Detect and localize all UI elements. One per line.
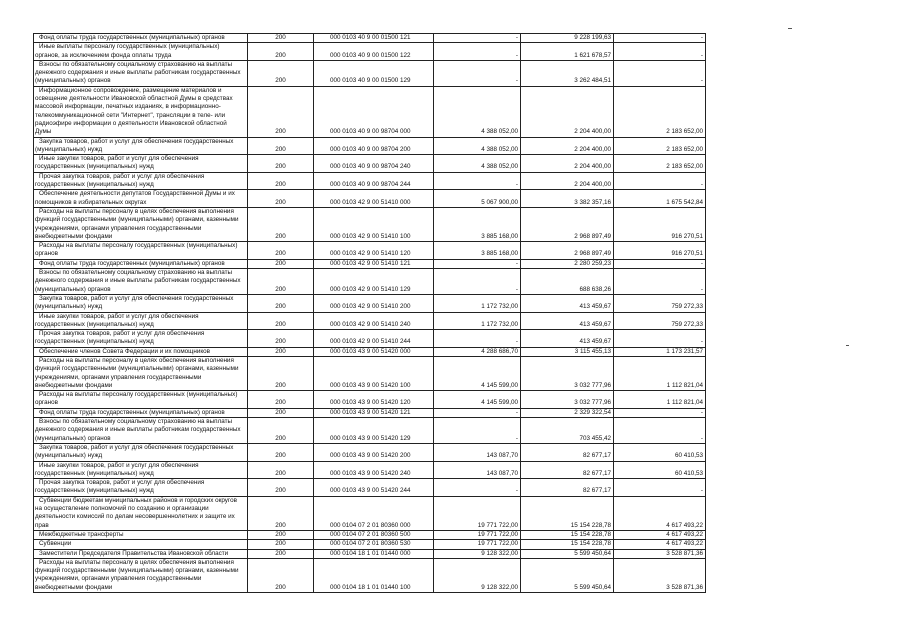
description-line: Взносы по обязательному социальному страхованию на выплаты [39, 418, 233, 426]
description-line: Межбюджетные трансферты [39, 530, 124, 538]
row-executed-amount: 82 677,17 [521, 461, 614, 479]
description-line: (муниципальных) нужд [35, 145, 103, 153]
scan-speck [846, 345, 849, 346]
row-description [34, 540, 248, 549]
row-executed-amount: 1 621 678,57 [521, 43, 614, 61]
row-description [34, 479, 248, 497]
row-budget-code: 000 0103 43 9 00 51420 000 [314, 347, 434, 356]
description-line: Иные закупки товаров, работ и услуг для обеспечения [39, 312, 199, 320]
row-remaining-amount: 1 112 821,04 [614, 391, 706, 409]
description-line: внебюджетными фондами [35, 232, 113, 240]
description-line: телекоммуникационной сети "Интернет", трансляции в теле- или [35, 111, 226, 119]
description-line: (муниципальных) органов [35, 77, 111, 85]
table-row [34, 86, 706, 137]
description-line: Расходы на выплаты персоналу государственных (муниципальных) [39, 391, 238, 399]
row-executed-amount: 3 032 777,96 [521, 356, 614, 390]
row-executed-amount: 9 228 199,63 [521, 34, 614, 43]
row-remaining-amount: 4 617 493,22 [614, 540, 706, 549]
row-planned-amount: 19 771 722,00 [434, 530, 521, 539]
row-planned-amount: - [434, 60, 521, 86]
row-budget-code: 000 0103 43 9 00 51420 200 [314, 443, 434, 461]
row-planned-amount: - [434, 259, 521, 268]
row-description [34, 312, 248, 330]
description-line: Думы [35, 128, 52, 136]
row-executed-amount: 2 204 400,00 [521, 155, 614, 173]
description-line: Иные выплаты персоналу государственных (муниципальных) [39, 43, 220, 51]
row-line-code: 200 [248, 190, 314, 208]
row-planned-amount: 3 885 168,00 [434, 207, 521, 241]
description-line: государственных (муниципальных) нужд [35, 469, 154, 477]
row-description [34, 391, 248, 409]
row-remaining-amount: 2 183 652,00 [614, 155, 706, 173]
table-row [34, 418, 706, 444]
description-line: Обеспечение членов Совета Федерации и их помощников [39, 347, 211, 355]
description-line: (муниципальных) органов [35, 434, 111, 442]
row-remaining-amount: 916 270,51 [614, 207, 706, 241]
row-planned-amount: 4 145 599,00 [434, 356, 521, 390]
table-row [34, 479, 706, 497]
row-remaining-amount: - [614, 34, 706, 43]
row-remaining-amount: 4 617 493,22 [614, 530, 706, 539]
row-remaining-amount: - [614, 418, 706, 444]
table-row [34, 242, 706, 260]
description-line: Фонд оплаты труда государственных (муниципальных) органов [39, 259, 225, 267]
row-budget-code: 000 0104 07 2 01 80360 000 [314, 496, 434, 530]
row-budget-code: 000 0103 42 9 00 51410 120 [314, 242, 434, 260]
row-line-code: 200 [248, 34, 314, 43]
row-planned-amount: - [434, 330, 521, 348]
row-remaining-amount: - [614, 330, 706, 348]
row-executed-amount: 413 459,67 [521, 330, 614, 348]
row-line-code: 200 [248, 137, 314, 155]
row-remaining-amount: 759 272,33 [614, 294, 706, 312]
row-description [34, 549, 248, 558]
row-line-code: 200 [248, 418, 314, 444]
row-budget-code: 000 0103 40 9 00 98704 000 [314, 86, 434, 137]
row-description [34, 207, 248, 241]
table-body [34, 34, 706, 593]
row-planned-amount: 4 388 052,00 [434, 86, 521, 137]
row-executed-amount: 703 455,42 [521, 418, 614, 444]
table-row [34, 312, 706, 330]
row-line-code: 200 [248, 496, 314, 530]
description-line: Заместители Председателя Правительства Ивановской области [39, 549, 229, 557]
row-description [34, 34, 248, 43]
row-description [34, 155, 248, 173]
description-line: освещение деятельности Ивановской областной Думы в средствах [35, 95, 233, 103]
row-remaining-amount: 3 528 871,36 [614, 558, 706, 592]
row-budget-code: 000 0103 40 9 00 01500 121 [314, 34, 434, 43]
description-line: Прочая закупка товаров, работ и услуг для обеспечения [39, 330, 205, 338]
scan-speck [788, 28, 792, 29]
row-remaining-amount: - [614, 479, 706, 497]
row-budget-code: 000 0103 43 9 00 51420 100 [314, 356, 434, 390]
description-line: государственных (муниципальных) нужд [35, 181, 154, 189]
row-executed-amount: 3 382 357,16 [521, 190, 614, 208]
description-line: Информационное сопровождение, размещение материалов и [39, 86, 222, 94]
row-budget-code: 000 0103 42 9 00 51410 000 [314, 190, 434, 208]
row-remaining-amount: - [614, 43, 706, 61]
description-line: государственных (муниципальных) нужд [35, 487, 154, 495]
row-budget-code: 000 0103 42 9 00 51410 129 [314, 269, 434, 295]
row-remaining-amount: 3 528 871,36 [614, 549, 706, 558]
row-planned-amount: 5 067 900,00 [434, 190, 521, 208]
description-line: Взносы по обязательному социальному страхованию на выплаты [39, 60, 233, 68]
table-row [34, 496, 706, 530]
row-description [34, 443, 248, 461]
description-line: Фонд оплаты труда государственных (муниципальных) органов [39, 34, 225, 41]
row-executed-amount: 413 459,67 [521, 294, 614, 312]
table-row [34, 190, 706, 208]
table-row [34, 207, 706, 241]
row-line-code: 200 [248, 347, 314, 356]
row-line-code: 200 [248, 155, 314, 173]
row-line-code: 200 [248, 558, 314, 592]
row-executed-amount: 413 459,67 [521, 312, 614, 330]
row-line-code: 200 [248, 530, 314, 539]
row-executed-amount: 15 154 228,78 [521, 540, 614, 549]
row-line-code: 200 [248, 549, 314, 558]
description-line: органов [35, 250, 58, 258]
row-budget-code: 000 0103 40 9 00 98704 200 [314, 137, 434, 155]
description-line: Взносы по обязательному социальному страхованию на выплаты [39, 269, 233, 277]
row-line-code: 200 [248, 312, 314, 330]
row-budget-code: 000 0103 43 9 00 51420 120 [314, 391, 434, 409]
row-line-code: 200 [248, 43, 314, 61]
row-executed-amount: 3 262 484,51 [521, 60, 614, 86]
description-line: помощников в избирательных округах [35, 198, 147, 206]
table-row [34, 155, 706, 173]
description-line: функций государственными (муниципальными) органами, казенными [35, 365, 239, 373]
row-description [34, 496, 248, 530]
description-line: внебюджетными фондами [35, 583, 113, 591]
row-remaining-amount: 1 173 231,57 [614, 347, 706, 356]
table-row [34, 137, 706, 155]
table-row [34, 408, 706, 417]
row-budget-code: 000 0103 42 9 00 51410 100 [314, 207, 434, 241]
budget-report-sheet [33, 33, 705, 593]
description-line: денежного содержания и иные выплаты работникам государственных [35, 69, 241, 77]
table-row [34, 356, 706, 390]
description-line: Прочая закупка товаров, работ и услуг для обеспечения [39, 172, 205, 180]
row-budget-code: 000 0103 42 9 00 51410 121 [314, 259, 434, 268]
row-planned-amount: 4 145 599,00 [434, 391, 521, 409]
description-line: (муниципальных) нужд [35, 303, 103, 311]
row-executed-amount: 688 638,26 [521, 269, 614, 295]
row-description [34, 558, 248, 592]
table-row [34, 530, 706, 539]
description-line: Расходы на выплаты персоналу в целях обеспечения выполнения [39, 356, 234, 364]
row-budget-code: 000 0104 07 2 01 80360 500 [314, 530, 434, 539]
table-row [34, 330, 706, 348]
row-remaining-amount: - [614, 408, 706, 417]
budget-execution-table [33, 33, 706, 593]
description-line: Расходы на выплаты персоналу государственных (муниципальных) [39, 242, 238, 250]
description-line: государственных (муниципальных) нужд [35, 320, 154, 328]
row-planned-amount: 19 771 722,00 [434, 496, 521, 530]
row-budget-code: 000 0103 40 9 00 01500 122 [314, 43, 434, 61]
row-line-code: 200 [248, 86, 314, 137]
row-executed-amount: 2 968 897,49 [521, 242, 614, 260]
row-budget-code: 000 0103 43 9 00 51420 240 [314, 461, 434, 479]
row-executed-amount: 2 204 400,00 [521, 137, 614, 155]
row-planned-amount: 1 172 732,00 [434, 312, 521, 330]
description-line: денежного содержания и иные выплаты работникам государственных [35, 277, 241, 285]
description-line: учреждениями, органами управления государственными [35, 224, 202, 232]
row-planned-amount: 4 288 686,70 [434, 347, 521, 356]
row-description [34, 137, 248, 155]
description-line: прав [35, 521, 49, 529]
row-remaining-amount: 916 270,51 [614, 242, 706, 260]
row-description [34, 43, 248, 61]
row-budget-code: 000 0103 43 9 00 51420 129 [314, 418, 434, 444]
row-executed-amount: 5 599 450,64 [521, 558, 614, 592]
row-planned-amount: - [434, 43, 521, 61]
row-planned-amount: 9 128 322,00 [434, 549, 521, 558]
row-budget-code: 000 0103 40 9 00 98704 240 [314, 155, 434, 173]
description-line: (муниципальных) нужд [35, 452, 103, 460]
description-line: функций государственными (муниципальными) органами, казенными [35, 567, 239, 575]
description-line: массовой информации, печатных изданиях, в информационно- [35, 103, 221, 111]
row-remaining-amount: - [614, 259, 706, 268]
description-line: Расходы на выплаты персоналу в целях обеспечения выполнения [39, 207, 234, 215]
row-executed-amount: 2 329 322,54 [521, 408, 614, 417]
row-executed-amount: 3 115 455,13 [521, 347, 614, 356]
row-line-code: 200 [248, 242, 314, 260]
row-description [34, 330, 248, 348]
row-planned-amount: - [434, 269, 521, 295]
description-line: деятельности комиссий по делам несовершеннолетних и защите их [35, 513, 235, 521]
row-executed-amount: 2 204 400,00 [521, 86, 614, 137]
row-budget-code: 000 0103 40 9 00 01500 129 [314, 60, 434, 86]
row-remaining-amount: 4 617 493,22 [614, 496, 706, 530]
row-planned-amount: 4 388 052,00 [434, 155, 521, 173]
row-description [34, 259, 248, 268]
description-line: органов, за исключением фонда оплаты труда [35, 51, 172, 59]
description-line: Фонд оплаты труда государственных (муниципальных) органов [39, 408, 225, 416]
row-remaining-amount: 2 183 652,00 [614, 86, 706, 137]
row-line-code: 200 [248, 391, 314, 409]
description-line: Закупка товаров, работ и услуг для обеспечения государственных [39, 294, 234, 302]
description-line: Субвенции бюджетам муниципальных районов и городских округов [39, 496, 237, 504]
row-planned-amount: 143 087,70 [434, 461, 521, 479]
description-line: радиоэфире информации о деятельности Ивановской областной [35, 119, 227, 127]
row-remaining-amount: 60 410,53 [614, 443, 706, 461]
row-executed-amount: 82 677,17 [521, 479, 614, 497]
row-description [34, 408, 248, 417]
row-description [34, 60, 248, 86]
row-remaining-amount: 1 112 821,04 [614, 356, 706, 390]
row-description [34, 461, 248, 479]
row-description [34, 242, 248, 260]
table-row [34, 34, 706, 43]
row-line-code: 200 [248, 294, 314, 312]
table-row [34, 43, 706, 61]
row-planned-amount: 9 128 322,00 [434, 558, 521, 592]
row-planned-amount: - [434, 172, 521, 190]
description-line: органов [35, 399, 58, 407]
row-executed-amount: 3 032 777,96 [521, 391, 614, 409]
row-planned-amount: - [434, 408, 521, 417]
row-description [34, 418, 248, 444]
row-description [34, 294, 248, 312]
table-row [34, 443, 706, 461]
row-planned-amount: 19 771 722,00 [434, 540, 521, 549]
row-remaining-amount: 759 272,33 [614, 312, 706, 330]
row-line-code: 200 [248, 461, 314, 479]
table-row [34, 461, 706, 479]
row-line-code: 200 [248, 172, 314, 190]
description-line: государственных (муниципальных) нужд [35, 338, 154, 346]
row-executed-amount: 2 968 897,49 [521, 207, 614, 241]
row-description [34, 172, 248, 190]
row-description [34, 530, 248, 539]
row-remaining-amount: 1 675 542,84 [614, 190, 706, 208]
row-budget-code: 000 0104 07 2 01 80360 530 [314, 540, 434, 549]
row-budget-code: 000 0103 40 9 00 98704 244 [314, 172, 434, 190]
row-executed-amount: 2 280 259,23 [521, 259, 614, 268]
row-line-code: 200 [248, 269, 314, 295]
description-line: денежного содержания и иные выплаты работникам государственных [35, 426, 241, 434]
table-row [34, 269, 706, 295]
row-planned-amount: 3 885 168,00 [434, 242, 521, 260]
description-line: Обеспечение деятельности депутатов Государственной Думы и их [39, 190, 235, 198]
row-remaining-amount: 60 410,53 [614, 461, 706, 479]
row-budget-code: 000 0103 42 9 00 51410 244 [314, 330, 434, 348]
row-budget-code: 000 0103 43 9 00 51420 121 [314, 408, 434, 417]
row-description [34, 356, 248, 390]
row-line-code: 200 [248, 443, 314, 461]
description-line: (муниципальных) органов [35, 285, 111, 293]
table-row [34, 549, 706, 558]
description-line: Иные закупки товаров, работ и услуг для обеспечения [39, 461, 199, 469]
row-planned-amount: 4 388 052,00 [434, 137, 521, 155]
table-row [34, 540, 706, 549]
row-budget-code: 000 0104 18 1 01 01440 100 [314, 558, 434, 592]
row-planned-amount: - [434, 34, 521, 43]
row-line-code: 200 [248, 540, 314, 549]
description-line: Расходы на выплаты персоналу в целях обеспечения выполнения [39, 558, 234, 566]
row-remaining-amount: 2 183 652,00 [614, 137, 706, 155]
row-line-code: 200 [248, 356, 314, 390]
description-line: Иные закупки товаров, работ и услуг для обеспечения [39, 155, 199, 163]
row-budget-code: 000 0103 43 9 00 51420 244 [314, 479, 434, 497]
description-line: Закупка товаров, работ и услуг для обеспечения государственных [39, 443, 234, 451]
description-line: государственных (муниципальных) нужд [35, 163, 154, 171]
row-budget-code: 000 0103 42 9 00 51410 240 [314, 312, 434, 330]
row-line-code: 200 [248, 207, 314, 241]
description-line: Прочая закупка товаров, работ и услуг для обеспечения [39, 479, 205, 487]
row-line-code: 200 [248, 330, 314, 348]
row-executed-amount: 15 154 228,78 [521, 530, 614, 539]
row-planned-amount: 143 087,70 [434, 443, 521, 461]
table-row [34, 60, 706, 86]
row-executed-amount: 5 599 450,64 [521, 549, 614, 558]
row-description [34, 86, 248, 137]
row-executed-amount: 2 204 400,00 [521, 172, 614, 190]
row-line-code: 200 [248, 408, 314, 417]
row-line-code: 200 [248, 479, 314, 497]
row-budget-code: 000 0103 42 9 00 51410 200 [314, 294, 434, 312]
row-executed-amount: 15 154 228,78 [521, 496, 614, 530]
description-line: учреждениями, органами управления государственными [35, 373, 202, 381]
row-description [34, 190, 248, 208]
row-line-code: 200 [248, 259, 314, 268]
row-executed-amount: 82 677,17 [521, 443, 614, 461]
row-remaining-amount: - [614, 172, 706, 190]
table-row [34, 391, 706, 409]
table-row [34, 172, 706, 190]
row-line-code: 200 [248, 60, 314, 86]
description-line: Закупка товаров, работ и услуг для обеспечения государственных [39, 137, 234, 145]
description-line: учреждениями, органами управления государственными [35, 575, 202, 583]
table-row [34, 294, 706, 312]
row-description [34, 347, 248, 356]
row-planned-amount: 1 172 732,00 [434, 294, 521, 312]
description-line: функций государственными (муниципальными) органами, казенными [35, 216, 239, 224]
table-row [34, 347, 706, 356]
table-row [34, 259, 706, 268]
table-row [34, 558, 706, 592]
description-line: Субвенции [39, 540, 72, 548]
description-line: на осуществление полномочий по созданию и организации [35, 505, 209, 513]
row-budget-code: 000 0104 18 1 01 01440 000 [314, 549, 434, 558]
row-planned-amount: - [434, 479, 521, 497]
row-planned-amount: - [434, 418, 521, 444]
row-description [34, 269, 248, 295]
row-remaining-amount: - [614, 60, 706, 86]
description-line: внебюджетными фондами [35, 381, 113, 389]
row-remaining-amount: - [614, 269, 706, 295]
